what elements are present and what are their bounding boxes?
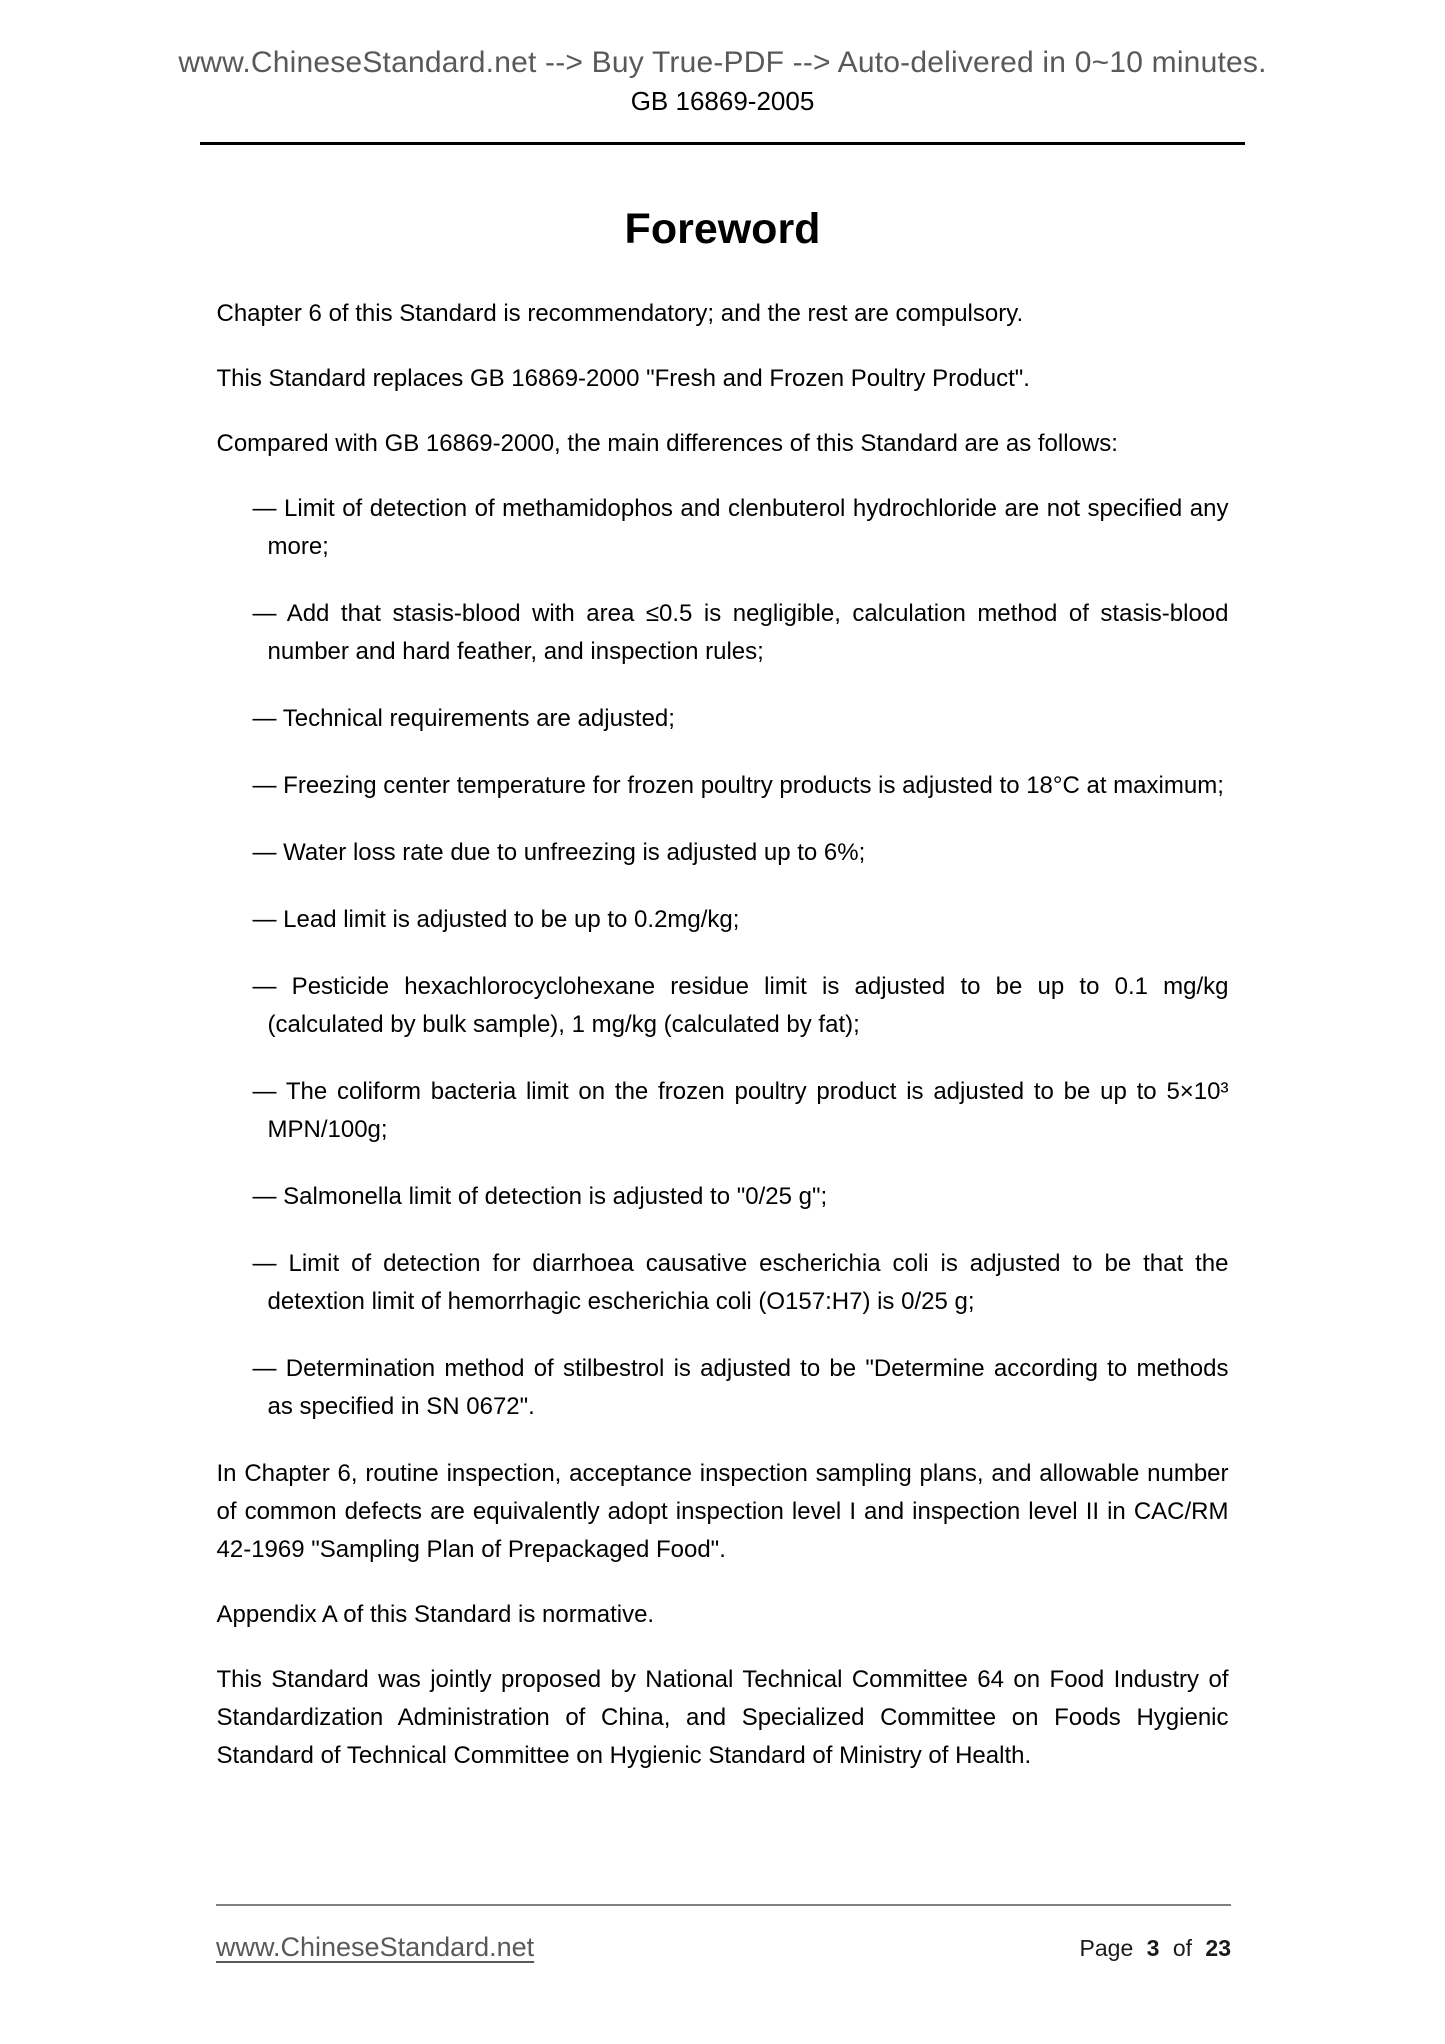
paragraph: This Standard replaces GB 16869-2000 "Fresh and Frozen Poultry Product". xyxy=(216,365,1030,392)
header-rule xyxy=(200,142,1245,145)
footer-site-link[interactable]: www.ChineseStandard.net xyxy=(216,1932,535,1962)
list-item: — Limit of detection for diarrhoea causative escherichia coli is adjusted to be that the detextion limit of hemorrhagic escherichia coli (O157:H7) is 0/25 g; xyxy=(252,1250,1229,1315)
list-item: — Technical requirements are adjusted; xyxy=(252,705,675,732)
paragraph: Appendix A of this Standard is normative. xyxy=(216,1601,655,1628)
footer-rule xyxy=(216,1904,1231,1906)
page-label: Page xyxy=(1079,1935,1134,1961)
list-item: — Salmonella limit of detection is adjusted to "0/25 g"; xyxy=(252,1183,828,1210)
paragraph: Chapter 6 of this Standard is recommendatory; and the rest are compulsory. xyxy=(216,300,1024,327)
foreword-content xyxy=(217,295,1229,1775)
page-title: Foreword xyxy=(624,205,821,253)
footer-row xyxy=(216,1932,1231,1963)
paragraph: In Chapter 6, routine inspection, acceptance inspection sampling plans, and allowable number of common defects are equivalently adopt inspection level I and inspection level II in CAC/RM 42-1969 "Sampling Plan of Prepackaged Food". xyxy=(216,1460,1229,1563)
page-number-current: 3 xyxy=(1146,1935,1160,1961)
page-of-label: of xyxy=(1172,1935,1193,1961)
list-item: — Determination method of stilbestrol is adjusted to be "Determine according to methods as specified in SN 0672". xyxy=(252,1355,1229,1420)
list-item: — Water loss rate due to unfreezing is adjusted up to 6%; xyxy=(252,839,866,866)
list-item: — Lead limit is adjusted to be up to 0.2mg/kg; xyxy=(252,906,740,933)
page-number-total: 23 xyxy=(1205,1935,1231,1961)
list-item: — Freezing center temperature for frozen poultry products is adjusted to 18°C at maximum; xyxy=(252,772,1224,799)
paragraph: Compared with GB 16869-2000, the main differences of this Standard are as follows: xyxy=(216,430,1118,457)
list-item: — Pesticide hexachlorocyclohexane residue limit is adjusted to be up to 0.1 mg/kg (calculated by bulk sample), 1 mg/kg (calculated by fat); xyxy=(252,973,1229,1038)
page-indicator xyxy=(1080,1935,1231,1962)
header-doc-number: GB 16869-2005 xyxy=(630,86,815,116)
header-promo-text: www.ChineseStandard.net --> Buy True-PDF --> Auto-delivered in 0~10 minutes. xyxy=(178,46,1267,79)
page-footer xyxy=(216,1904,1231,1963)
paragraph: This Standard was jointly proposed by National Technical Committee 64 on Food Industry of Standardization Administration of China, and Specialized Committee on Foods Hygienic Standard of Technical Committee on Hygienic Standard of Ministry of Health. xyxy=(216,1666,1229,1769)
list-item: — Add that stasis-blood with area ≤0.5 is negligible, calculation method of stasis-blood number and hard feather, and inspection rules; xyxy=(252,600,1229,665)
list-item: — Limit of detection of methamidophos and clenbuterol hydrochloride are not specified any more; xyxy=(252,495,1229,560)
list-item: — The coliform bacteria limit on the frozen poultry product is adjusted to be up to 5×10³ MPN/100g; xyxy=(252,1078,1229,1143)
